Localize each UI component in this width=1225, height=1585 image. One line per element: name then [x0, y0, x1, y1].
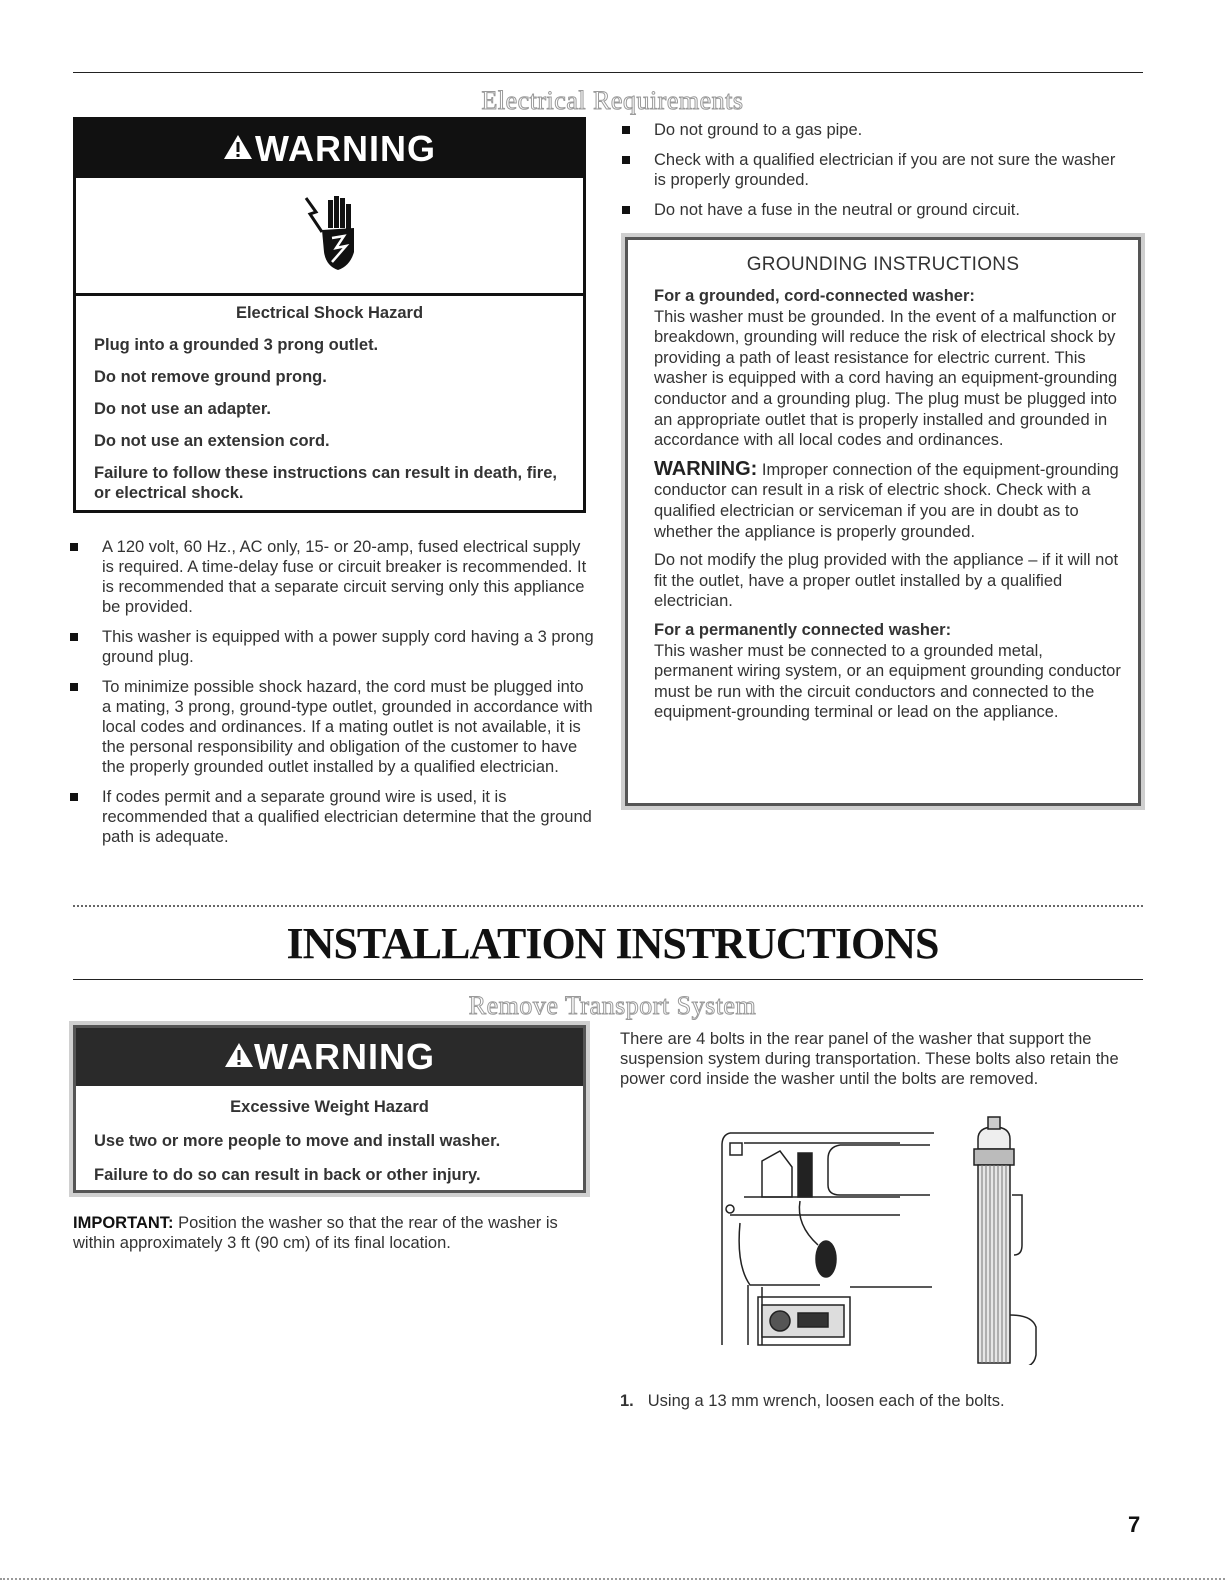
grounding-subheading: For a grounded, cord-connected washer: — [654, 287, 975, 305]
bullet-square-icon — [70, 543, 78, 551]
weight-warning-box — [73, 1025, 586, 1193]
list-item — [618, 200, 1128, 220]
list-item — [618, 120, 1128, 140]
bullet-square-icon — [622, 156, 630, 164]
bottom-edge — [0, 1578, 1225, 1582]
warning-body — [76, 296, 583, 525]
important-label: IMPORTANT: — [73, 1214, 174, 1232]
left-bullet-list — [66, 537, 596, 857]
bullet-text: A 120 volt, 60 Hz., AC only, 15- or 20-amp, fused electrical supply is required. A time-delay fuse or circuit breaker is recommended. It is recommended that a separate circuit serving only this appliance be provided. — [102, 538, 587, 616]
bullet-square-icon — [70, 633, 78, 641]
dotted-separator — [73, 905, 1143, 909]
grounding-subheading: For a permanently connected washer: — [654, 620, 952, 639]
warning-header-label: WARNING — [254, 1036, 435, 1077]
bullet-text: This washer is equipped with a power supply cord having a 3 prong ground plug. — [102, 628, 594, 666]
bullet-square-icon — [70, 683, 78, 691]
warning-line: Use two or more people to move and install washer. — [94, 1132, 501, 1150]
grounding-instructions-box — [625, 237, 1141, 806]
grounding-paragraph: This washer must be grounded. In the event of a malfunction or breakdown, grounding will reduce the risk of electrical shock by providing a path of least resistance for electric current. This washer is equipped with a cord having an equipment-grounding conductor and a grounding plug. The plug must be plugged into an appropriate outlet that is properly installed and grounded in accordance with all local codes and ordinances. — [654, 307, 1118, 450]
list-item — [66, 677, 596, 777]
page-number: 7 — [1128, 1512, 1141, 1537]
warning-triangle-icon — [224, 1028, 254, 1086]
list-item — [66, 627, 596, 667]
warning-line: Do not use an extension cord. — [94, 432, 330, 450]
bolt-spacer-drawing — [974, 1117, 1036, 1365]
warning-line: Plug into a grounded 3 prong outlet. — [94, 336, 379, 354]
list-item — [618, 150, 1128, 190]
warning-triangle-icon — [223, 120, 253, 178]
warning-header — [76, 120, 583, 178]
warning-header — [76, 1028, 583, 1086]
grounding-warning-text: Improper connection of the equipment-grounding conductor can result in a risk of electric shock. Check with a qualified electrician or serviceman if you are in doubt as to whether the appliance is properly grounded. — [654, 460, 1119, 541]
section-title-electrical: Electrical Requirements — [481, 86, 744, 115]
bullet-square-icon — [70, 793, 78, 801]
warning-line: Failure to follow these instructions can result in death, fire, or electrical shock. — [94, 464, 557, 502]
top-rule — [73, 72, 1143, 73]
washer-rear-bolt-illustration — [700, 1105, 1040, 1365]
warning-line: Failure to do so can result in back or other injury. — [94, 1166, 481, 1184]
bullet-text: Check with a qualified electrician if you are not sure the washer is properly grounded. — [654, 151, 1116, 189]
bullet-text: If codes permit and a separate ground wire is used, it is recommended that a qualified electrician determine that the ground path is adequate. — [102, 788, 592, 846]
hazard-title: Electrical Shock Hazard — [235, 304, 424, 322]
grounding-title: GROUNDING INSTRUCTIONS — [746, 254, 1020, 275]
warning-line: Do not remove ground prong. — [94, 368, 327, 386]
grounding-warning-label: WARNING: — [654, 457, 758, 480]
hazard-title: Excessive Weight Hazard — [230, 1098, 429, 1116]
installation-title: INSTALLATION INSTRUCTIONS — [286, 919, 939, 968]
bullet-text: Do not have a fuse in the neutral or ground circuit. — [654, 201, 1020, 219]
list-item — [66, 537, 596, 617]
right-bullet-list — [618, 120, 1128, 230]
step-number: 1. — [620, 1392, 634, 1410]
bullet-text: Do not ground to a gas pipe. — [654, 121, 863, 139]
bullet-square-icon — [622, 206, 630, 214]
step-text: Using a 13 mm wrench, loosen each of the bolts. — [647, 1392, 1005, 1410]
section-title-transport: Remove Transport System — [468, 991, 757, 1020]
electrical-shock-icon — [302, 192, 362, 276]
important-note — [73, 1213, 588, 1253]
bullet-square-icon — [622, 126, 630, 134]
installation-rule — [73, 979, 1143, 980]
important-text: Position the washer so that the rear of the washer is within approximately 3 ft (90 cm) of its final location. — [73, 1214, 558, 1252]
bullet-text: To minimize possible shock hazard, the cord must be plugged into a mating, 3 prong, ground-type outlet, grounded in accordance with local codes and ordinances. If a mating outlet is not available, it is the personal responsibility and obligation of the customer to have the properly grounded outlet installed by a qualified electrician. — [102, 678, 593, 776]
grounding-paragraph: Do not modify the plug provided with the appliance – if it will not fit the outlet, have a proper outlet installed by a qualified electrician. — [654, 551, 1119, 611]
list-item — [66, 787, 596, 847]
warning-body — [76, 1086, 583, 1209]
grounding-paragraph: This washer must be connected to a grounded metal, permanent wiring system, or an equipment grounding conductor must be run with the circuit conductors and connected to the equipment-grounding terminal or lead on the appliance. — [654, 641, 1121, 722]
step-1 — [620, 1392, 1005, 1411]
transport-intro: There are 4 bolts in the rear panel of the washer that support the suspension system during transportation. These bolts also retain the power cord inside the washer until the bolts are removed. — [620, 1030, 1119, 1088]
electrical-warning-box — [73, 117, 586, 513]
shock-icon-area — [76, 178, 583, 296]
warning-line: Do not use an adapter. — [94, 400, 271, 418]
warning-header-label: WARNING — [255, 128, 436, 169]
